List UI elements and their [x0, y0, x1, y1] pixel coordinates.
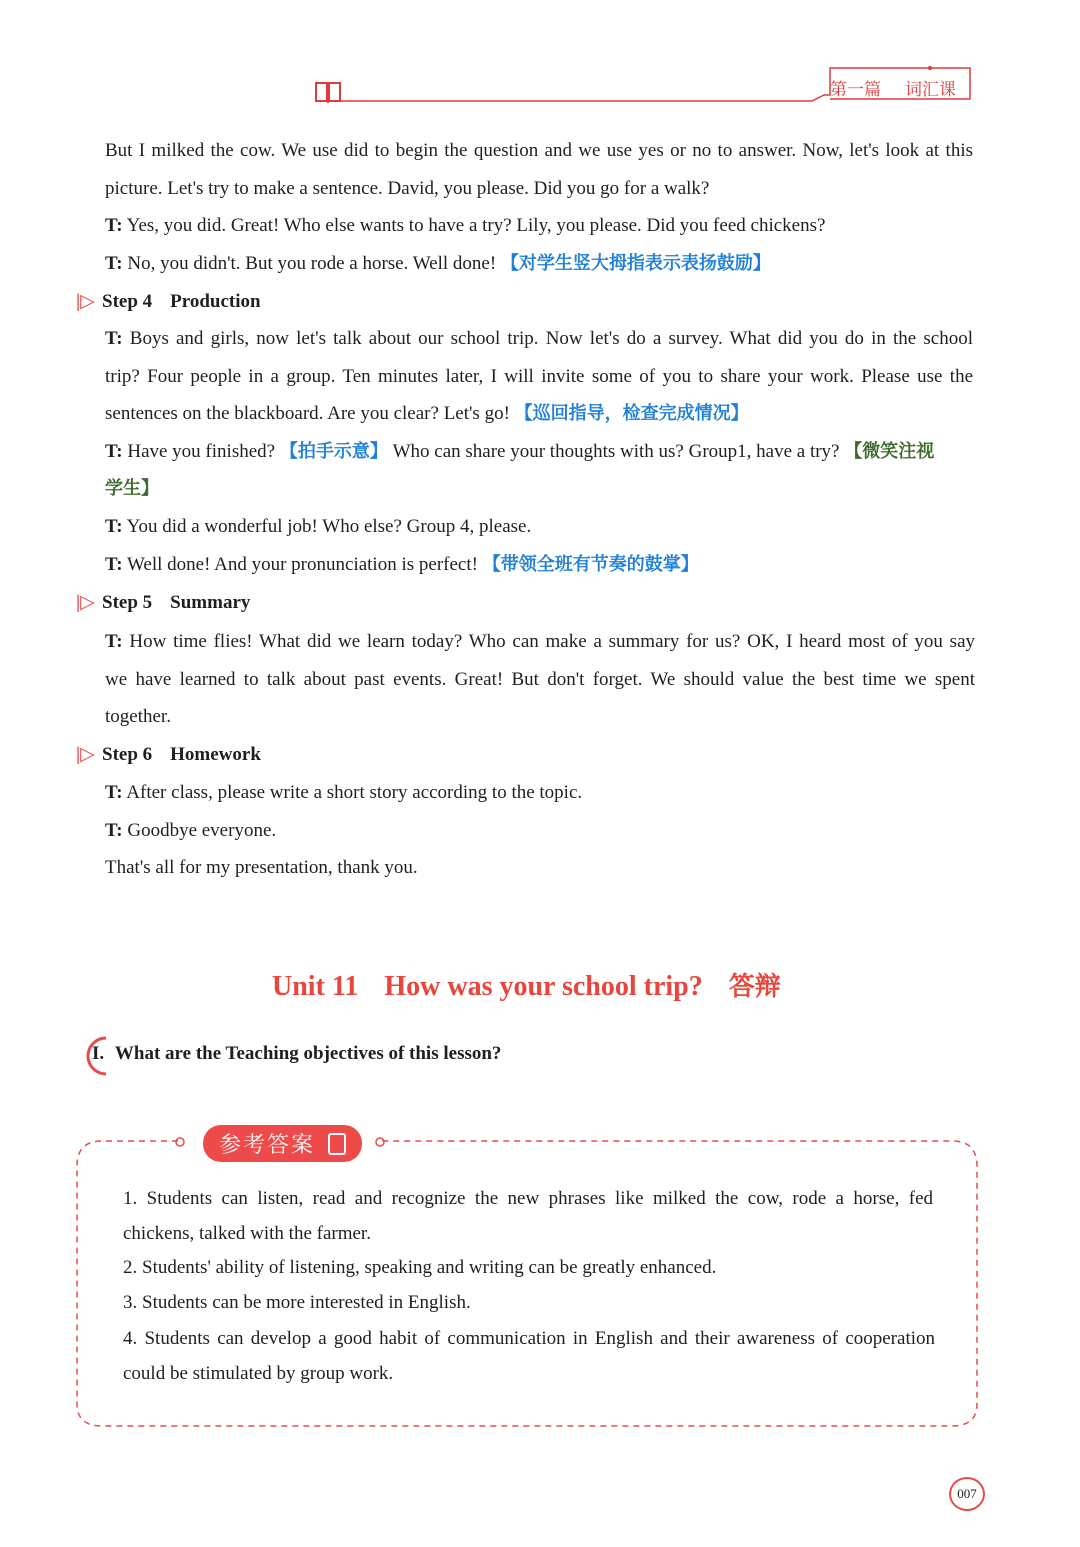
- dialogue-text: sentences on the blackboard. Are you clear? Let's go!: [105, 403, 510, 424]
- header-section-label: 第一篇: [830, 80, 881, 100]
- paragraph-line: [105, 401, 749, 427]
- dialogue-text: Well done! And your pronunciation is perfect!: [127, 554, 478, 575]
- teacher-note: 【对学生竖大拇指表示表扬鼓励】: [500, 253, 771, 274]
- step-heading: [76, 590, 250, 616]
- dialogue-line: [105, 326, 973, 352]
- answer-badge: [203, 1125, 362, 1162]
- page-number: 007: [957, 1486, 977, 1501]
- answer-item: 1. Students can listen, read and recognize the new phrases like milked the cow, rode a horse, fed: [123, 1188, 933, 1209]
- dialogue-text: Yes, you did. Great! Who else wants to have a try? Lily, you please. Did you feed chickens?: [126, 215, 826, 236]
- paragraph-line: picture. Let's try to make a sentence. David, you please. Did you go for a walk?: [105, 178, 710, 199]
- question-number: I.: [92, 1043, 105, 1064]
- teacher-note: 【带领全班有节奏的鼓掌】: [482, 554, 699, 575]
- step-heading: [76, 289, 261, 315]
- speaker-label: T:: [105, 441, 123, 462]
- dialogue-line: [105, 439, 934, 465]
- dialogue-text: Who can share your thoughts with us? Group1, have a try?: [392, 441, 840, 462]
- speaker-label: T:: [105, 554, 123, 575]
- step-title: Summary: [170, 592, 251, 613]
- header-category-label: 词汇课: [905, 80, 956, 100]
- speaker-label: T:: [105, 631, 123, 652]
- dialogue-text: How time flies! What did we learn today? Who can make a summary for us? OK, I heard most of you say: [129, 631, 975, 652]
- dialogue-text: Have you finished?: [127, 441, 276, 462]
- speaker-label: T:: [105, 782, 123, 803]
- dialogue-text: You did a wonderful job! Who else? Group 4, please.: [126, 516, 532, 537]
- paragraph-line: together.: [105, 706, 171, 727]
- dialogue-text: Goodbye everyone.: [127, 820, 277, 841]
- step-marker-icon: |▷: [76, 744, 95, 765]
- unit-title-text: How was your school trip?: [384, 971, 703, 1002]
- answer-item: 4. Students can develop a good habit of communication in English and their awareness of cooperation: [123, 1328, 935, 1349]
- paragraph-line: That's all for my presentation, thank you.: [105, 857, 418, 878]
- document-icon: [328, 1133, 346, 1155]
- teacher-note: 【微笑注视: [844, 441, 935, 462]
- step-title: Homework: [170, 744, 261, 765]
- dialogue-line: [105, 552, 699, 578]
- paragraph-line: But I milked the cow. We use did to begin the question and we use yes or no to answer. Now, let's look at this: [105, 140, 973, 161]
- teacher-note: 学生】: [105, 478, 159, 499]
- dialogue-line: [105, 514, 531, 540]
- speaker-label: T:: [105, 516, 123, 537]
- dialogue-text: Boys and girls, now let's talk about our school trip. Now let's do a survey. What did you do in the school: [129, 328, 973, 349]
- speaker-label: T:: [105, 820, 123, 841]
- answer-item: 3. Students can be more interested in English.: [123, 1292, 471, 1313]
- book-icon: [314, 80, 342, 104]
- dialogue-text: No, you didn't. But you rode a horse. Well done!: [127, 253, 497, 274]
- dialogue-line: [105, 629, 975, 655]
- dialogue-line: [105, 251, 771, 277]
- paragraph-line: [105, 476, 159, 502]
- dialogue-line: [105, 213, 825, 239]
- step-number: Step 5: [102, 592, 153, 613]
- step-number: Step 4: [102, 291, 153, 312]
- step-number: Step 6: [102, 744, 153, 765]
- step-title: Production: [170, 291, 261, 312]
- step-marker-icon: |▷: [76, 291, 95, 312]
- unit-title: [272, 966, 781, 1003]
- unit-tag: 答辩: [728, 972, 781, 1002]
- dialogue-line: [105, 780, 582, 806]
- answer-item: chickens, talked with the farmer.: [123, 1223, 371, 1244]
- unit-number: Unit 11: [272, 971, 359, 1002]
- question-text: What are the Teaching objectives of this lesson?: [114, 1043, 502, 1064]
- page-number-badge: [949, 1477, 985, 1511]
- teacher-note: 【巡回指导，检查完成情况】: [514, 403, 749, 424]
- speaker-label: T:: [105, 215, 123, 236]
- step-heading: [76, 742, 261, 768]
- answer-item: could be stimulated by group work.: [123, 1363, 394, 1384]
- step-marker-icon: |▷: [76, 592, 95, 613]
- answer-badge-label: 参考答案: [219, 1133, 316, 1158]
- teacher-note: 【拍手示意】: [279, 441, 388, 462]
- paragraph-line: trip? Four people in a group. Ten minutes later, I will invite some of you to share your work. Please use the: [105, 366, 973, 387]
- dialogue-text: After class, please write a short story according to the topic.: [126, 782, 583, 803]
- paragraph-line: we have learned to talk about past events. Great! But don't forget. We should value the best time we spent: [105, 669, 975, 690]
- question-heading: [92, 1041, 501, 1067]
- speaker-label: T:: [105, 253, 123, 274]
- speaker-label: T:: [105, 328, 123, 349]
- answer-item: 2. Students' ability of listening, speaking and writing can be greatly enhanced.: [123, 1257, 717, 1278]
- answer-box-border: [72, 1136, 982, 1432]
- dialogue-line: [105, 818, 276, 844]
